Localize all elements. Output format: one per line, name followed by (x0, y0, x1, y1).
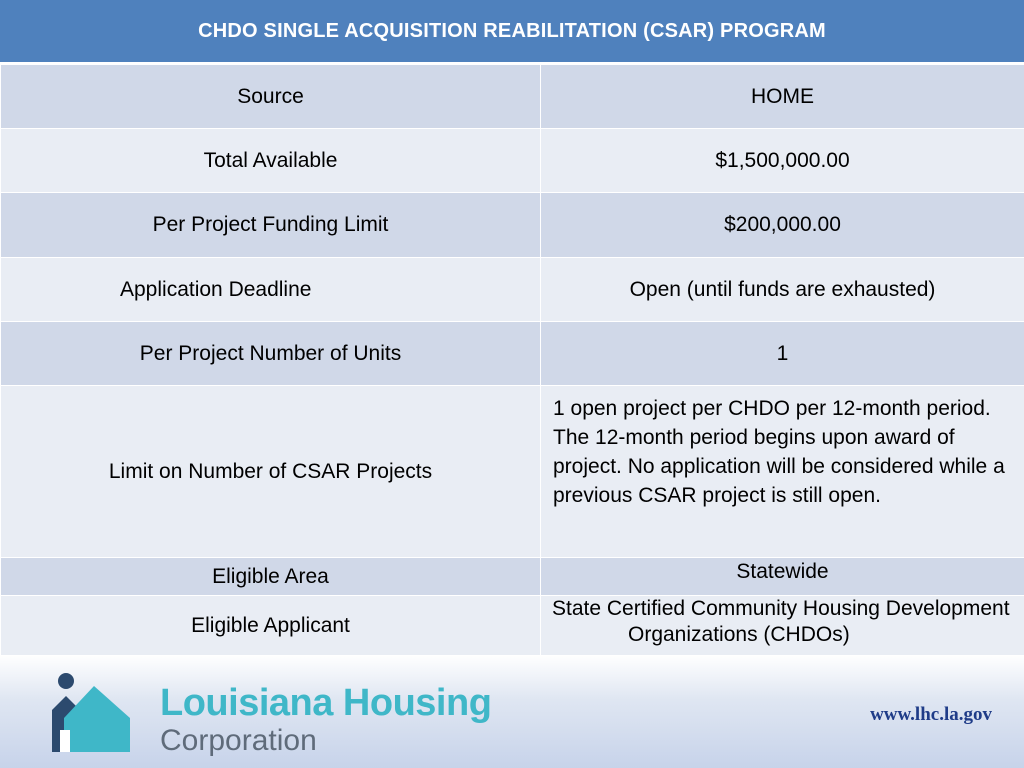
row-value-deadline: Open (until funds are exhausted) (541, 258, 1024, 322)
row-value-units: 1 (541, 322, 1024, 386)
title-banner (0, 0, 1024, 64)
row-value-eligible-area: Statewide (541, 558, 1024, 596)
row-value-eligible-applicant (541, 596, 1024, 656)
table-row (1, 193, 1024, 258)
brand-line-2: Corporation (160, 724, 317, 757)
row-value-project-limit: 1 open project per CHDO per 12-month period. The 12-month period begins upon award of project. No application will be considered while a previous CSAR project is still open. (541, 386, 1024, 558)
house-logo-icon (50, 672, 130, 752)
brand-wordmark (160, 682, 491, 758)
row-label-total-available: Total Available (1, 129, 541, 193)
logo-door-shape (60, 730, 70, 752)
applicant-line-2: Organizations (CHDOs) (628, 623, 850, 646)
brand-line-1: Louisiana Housing (160, 682, 492, 724)
table-row (1, 129, 1024, 193)
row-label-funding-limit: Per Project Funding Limit (1, 193, 541, 258)
row-value-total-available: $1,500,000.00 (541, 129, 1024, 193)
row-value-source: HOME (541, 65, 1024, 129)
row-label-units: Per Project Number of Units (1, 322, 541, 386)
website-link[interactable]: www.lhc.la.gov (870, 704, 992, 725)
table-row (1, 65, 1024, 129)
table-row (1, 596, 1024, 656)
row-label-source: Source (1, 65, 541, 129)
applicant-line-1: State Certified Community Housing Development (552, 597, 1010, 620)
row-label-project-limit: Limit on Number of CSAR Projects (1, 386, 541, 558)
table-row (1, 386, 1024, 558)
table-row (1, 322, 1024, 386)
logo-large-house-shape (64, 686, 130, 752)
page-title: CHDO SINGLE ACQUISITION REABILITATION (CSAR) PROGRAM (198, 19, 826, 42)
row-label-eligible-area: Eligible Area (1, 558, 541, 596)
table-row (1, 258, 1024, 322)
row-value-funding-limit: $200,000.00 (541, 193, 1024, 258)
row-label-deadline: Application Deadline (1, 258, 541, 322)
row-label-eligible-applicant: Eligible Applicant (1, 596, 541, 656)
logo-head-shape (58, 673, 74, 689)
table-row (1, 558, 1024, 596)
program-table (0, 64, 1024, 656)
